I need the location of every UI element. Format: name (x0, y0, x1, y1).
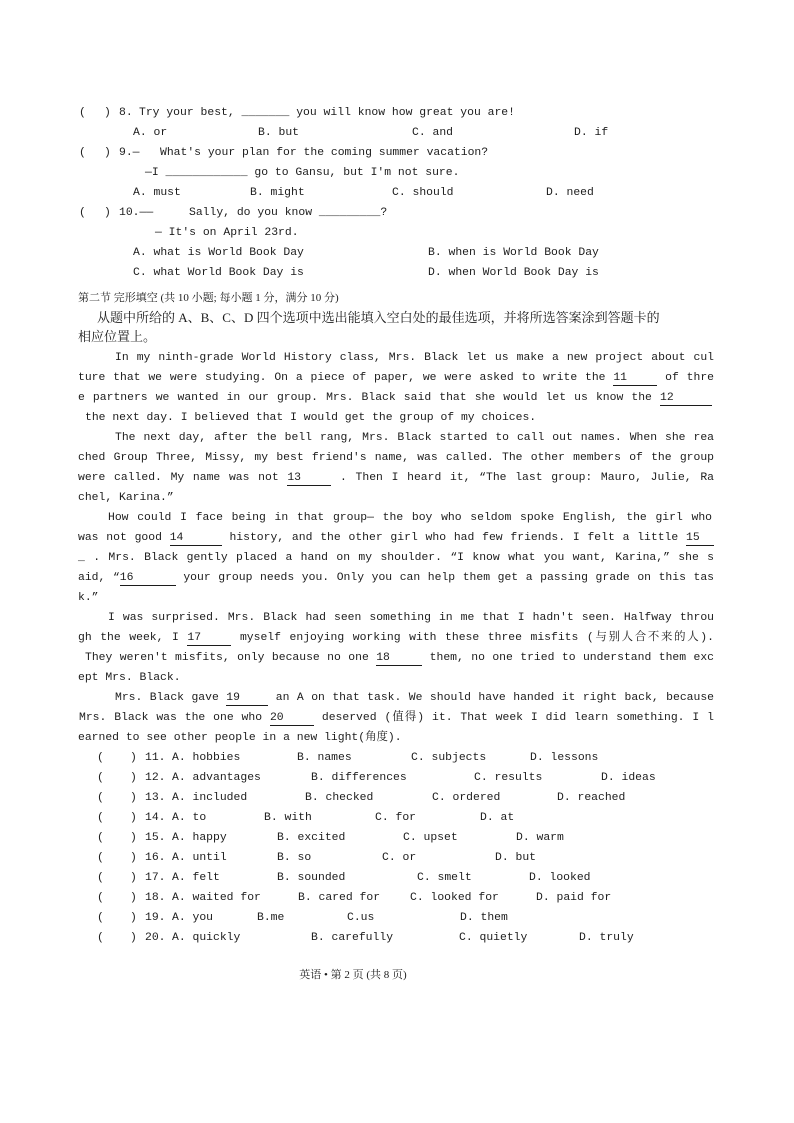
option-b: B. sounded (277, 872, 346, 884)
item-number: 17. (145, 872, 166, 884)
passage-line: ched Group Three, Missy, my best friend's name, was called. The other members of the group (78, 452, 714, 464)
answer-bracket-open: ( (97, 752, 104, 764)
answer-bracket-open: ( (79, 147, 86, 159)
passage-line: were called. My name was not 13 . Then I heard it, “The last group: Mauro, Julie, Ra (78, 472, 714, 484)
option-c: C. and (412, 127, 454, 139)
answer-bracket-open: ( (97, 792, 104, 804)
option-c: C. looked for (410, 892, 499, 904)
passage-line: aid, “16 your group needs you. Only you can help them get a passing grade on this tas (78, 572, 714, 584)
passage-line: k.” (78, 592, 99, 604)
item-number: 12. (145, 772, 166, 784)
question-number: 8. (119, 107, 133, 119)
option-a: A. quickly (172, 932, 241, 944)
blank-15: 15 (686, 532, 714, 546)
option-d: D. warm (516, 832, 564, 844)
option-a: A. you (172, 912, 214, 924)
passage-line: ept Mrs. Black. (78, 672, 181, 684)
option-b: B. checked (305, 792, 374, 804)
dialogue-reply: —I ____________ go to Gansu, but I'm not sure. (145, 167, 460, 179)
passage-line: They weren't misfits, only because no one 18 them, no one tried to understand them exc (85, 652, 715, 664)
item-number: 11. (145, 752, 166, 764)
answer-bracket-open: ( (97, 892, 104, 904)
option-d: D. but (495, 852, 537, 864)
item-number: 13. (145, 792, 166, 804)
blank-17: 17 (187, 632, 231, 646)
dialogue-reply: — It's on April 23rd. (155, 227, 299, 239)
option-a: A. until (172, 852, 227, 864)
option-d: D. lessons (530, 752, 599, 764)
option-d: D. paid for (536, 892, 612, 904)
answer-bracket-close: ) (130, 752, 137, 764)
answer-bracket-close: ) (104, 207, 111, 219)
answer-bracket-open: ( (97, 772, 104, 784)
option-c: C. quietly (459, 932, 528, 944)
passage-line: I was surprised. Mrs. Black had seen something in me that I hadn't seen. Halfway throu (108, 612, 714, 624)
option-d: D. ideas (601, 772, 656, 784)
answer-bracket-close: ) (104, 147, 111, 159)
section-heading: 第二节 完形填空 (共 10 小题; 每小题 1 分，满分 10 分) (78, 292, 339, 304)
answer-bracket-open: ( (97, 912, 104, 924)
item-number: 18. (145, 892, 166, 904)
option-a: A. advantages (172, 772, 261, 784)
option-c: C. upset (403, 832, 458, 844)
answer-bracket-open: ( (97, 932, 104, 944)
option-b: B. carefully (311, 932, 394, 944)
answer-bracket-close: ) (130, 932, 137, 944)
passage-line: ture that we were studying. On a piece of paper, we were asked to write the 11 of thre (78, 372, 715, 384)
passage-line: How could I face being in that group— the boy who seldom spoke English, the girl who (108, 512, 712, 524)
section-instruction: 从题中所给的 A、B、C、D 四个选项中选出能填入空白处的最佳选项，并将所选答案涂到答题卡的 (97, 310, 660, 325)
answer-bracket-close: ) (130, 872, 137, 884)
option-b: B. excited (277, 832, 346, 844)
passage-line: _ . Mrs. Black gently placed a hand on my shoulder. “I know what you want, Karina,” she s (78, 552, 714, 564)
option-a: A. felt (172, 872, 220, 884)
question-stem: Try your best, _______ you will know how great you are! (139, 107, 515, 119)
item-number: 15. (145, 832, 166, 844)
answer-bracket-close: ) (130, 832, 137, 844)
option-a: A. waited for (172, 892, 261, 904)
option-d: D. when World Book Day is (428, 267, 599, 279)
option-a: A. what is World Book Day (133, 247, 304, 259)
option-c: C.us (347, 912, 375, 924)
option-d: D. at (480, 812, 515, 824)
passage-line: e partners we wanted in our group. Mrs. Black said that she would let us know the 12 (78, 390, 712, 406)
answer-bracket-close: ) (130, 912, 137, 924)
passage-line: chel, Karina.” (78, 492, 174, 504)
passage-line: Mrs. Black was the one who 20 deserved (值得) it. That week I did learn something. I l (79, 712, 714, 724)
blank-18: 18 (376, 652, 422, 666)
passage-line: earned to see other people in a new light(角度). (78, 732, 402, 744)
option-b: B. might (250, 187, 305, 199)
option-a: A. hobbies (172, 752, 241, 764)
passage-line: The next day, after the bell rang, Mrs. Black started to call out names. When she rea (115, 432, 714, 444)
answer-bracket-close: ) (130, 852, 137, 864)
answer-bracket-close: ) (130, 792, 137, 804)
passage-line: Mrs. Black gave 19 an A on that task. We should have handed it right back, because (115, 692, 714, 704)
option-b: B. names (297, 752, 352, 764)
answer-bracket-close: ) (130, 892, 137, 904)
answer-bracket-open: ( (97, 852, 104, 864)
item-number: 19. (145, 912, 166, 924)
option-b: B. with (264, 812, 312, 824)
section-instruction-continued: 相应位置上。 (78, 329, 157, 344)
answer-bracket-open: ( (97, 812, 104, 824)
answer-bracket-open: ( (79, 207, 86, 219)
blank-13: 13 (287, 472, 331, 486)
option-c: C. should (392, 187, 454, 199)
passage-line: the next day. I believed that I would get the group of my choices. (85, 412, 537, 424)
option-a: A. to (172, 812, 207, 824)
option-a: A. included (172, 792, 248, 804)
option-d: D. need (546, 187, 594, 199)
blank-16: 16 (120, 572, 176, 586)
option-b: B. so (277, 852, 312, 864)
page-footer: 英语 • 第 2 页 (共 8 页) (299, 969, 407, 981)
answer-bracket-open: ( (79, 107, 86, 119)
answer-bracket-open: ( (97, 832, 104, 844)
option-d: D. truly (579, 932, 634, 944)
answer-bracket-close: ) (130, 812, 137, 824)
passage-line: was not good 14 history, and the other girl who had few friends. I felt a little 15 (78, 530, 714, 546)
option-a: A. happy (172, 832, 227, 844)
blank-11: 11 (613, 372, 657, 386)
passage-line: gh the week, I 17 myself enjoying working with these three misfits (与别人合不来的人). (78, 632, 714, 644)
question-stem: What's your plan for the coming summer vacation? (160, 147, 489, 159)
option-b: B. when is World Book Day (428, 247, 599, 259)
option-c: C. or (382, 852, 417, 864)
option-c: C. for (375, 812, 417, 824)
question-number: 9.— (119, 147, 140, 159)
option-d: D. reached (557, 792, 626, 804)
item-number: 16. (145, 852, 166, 864)
blank-19: 19 (226, 692, 268, 706)
option-a: A. or (133, 127, 168, 139)
blank-12: 12 (660, 392, 712, 406)
option-c: C. results (474, 772, 543, 784)
option-a: A. must (133, 187, 181, 199)
option-c: C. subjects (411, 752, 487, 764)
item-number: 14. (145, 812, 166, 824)
option-d: D. if (574, 127, 609, 139)
question-stem: Sally, do you know _________? (189, 207, 388, 219)
blank-14: 14 (170, 532, 222, 546)
question-number: 10.—— (119, 207, 154, 219)
option-b: B. differences (311, 772, 407, 784)
answer-bracket-close: ) (104, 107, 111, 119)
option-c: C. ordered (432, 792, 501, 804)
option-c: C. smelt (417, 872, 472, 884)
option-d: D. looked (529, 872, 591, 884)
option-b: B. but (258, 127, 300, 139)
option-b: B. cared for (298, 892, 381, 904)
blank-20: 20 (270, 712, 314, 726)
option-d: D. them (460, 912, 508, 924)
option-b: B.me (257, 912, 285, 924)
answer-bracket-close: ) (130, 772, 137, 784)
passage-line: In my ninth-grade World History class, Mrs. Black let us make a new project about cul (115, 352, 714, 364)
option-c: C. what World Book Day is (133, 267, 304, 279)
answer-bracket-open: ( (97, 872, 104, 884)
item-number: 20. (145, 932, 166, 944)
